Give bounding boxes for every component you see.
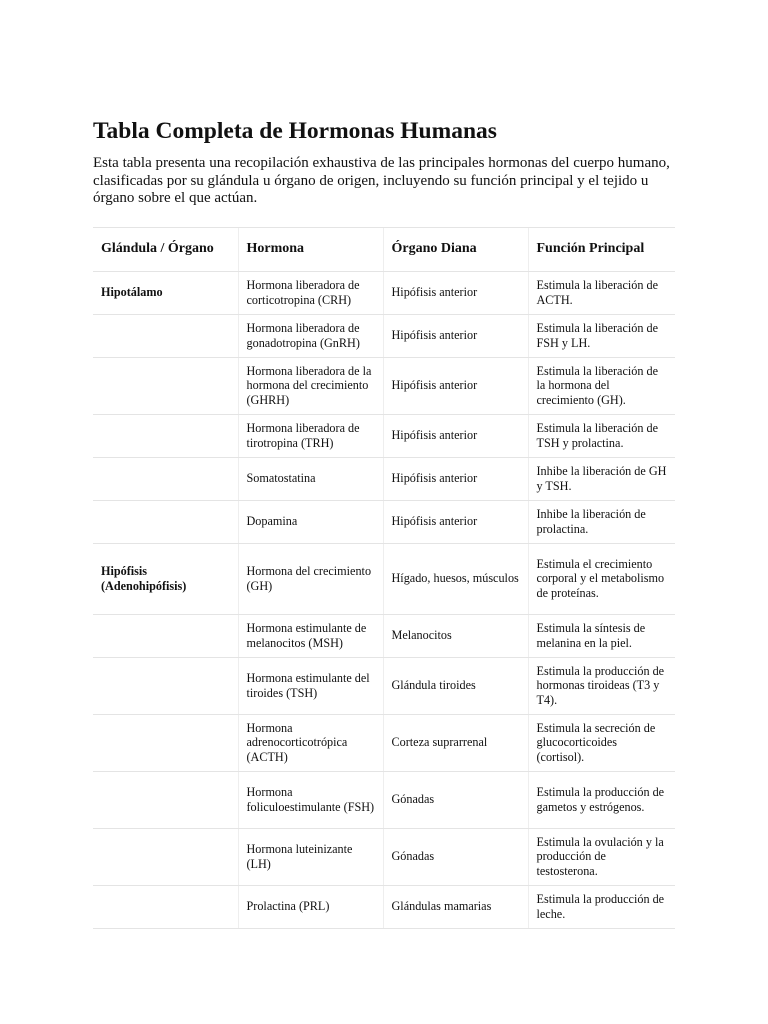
cell-target: Hígado, huesos, músculos <box>383 543 528 614</box>
cell-target: Hipófisis anterior <box>383 271 528 314</box>
cell-target: Hipófisis anterior <box>383 500 528 543</box>
cell-function: Estimula la síntesis de melanina en la piel. <box>528 614 675 657</box>
table-row <box>93 271 675 314</box>
cell-target: Glándulas mamarias <box>383 885 528 928</box>
cell-hormone: Hormona liberadora de la hormona del crecimiento (GHRH) <box>238 357 383 414</box>
cell-target: Corteza suprarrenal <box>383 714 528 771</box>
table-row <box>93 657 675 714</box>
cell-hormone: Hormona del crecimiento (GH) <box>238 543 383 614</box>
cell-gland <box>93 357 238 414</box>
cell-function: Inhibe la liberación de GH y TSH. <box>528 457 675 500</box>
cell-gland <box>93 657 238 714</box>
cell-hormone: Hormona adrenocorticotrópica (ACTH) <box>238 714 383 771</box>
table-row <box>93 714 675 771</box>
table-row <box>93 885 675 928</box>
cell-function: Inhibe la liberación de prolactina. <box>528 500 675 543</box>
table-row <box>93 457 675 500</box>
cell-hormone: Hormona estimulante del tiroides (TSH) <box>238 657 383 714</box>
header-function: Función Principal <box>528 227 675 271</box>
page-title: Tabla Completa de Hormonas Humanas <box>93 118 497 144</box>
cell-function: Estimula la liberación de TSH y prolactina. <box>528 414 675 457</box>
cell-gland <box>93 771 238 828</box>
cell-target: Hipófisis anterior <box>383 314 528 357</box>
cell-function: Estimula la producción de hormonas tiroideas (T3 y T4). <box>528 657 675 714</box>
cell-hormone: Somatostatina <box>238 457 383 500</box>
cell-gland <box>93 614 238 657</box>
cell-target: Gónadas <box>383 771 528 828</box>
cell-gland <box>93 414 238 457</box>
cell-function: Estimula la producción de leche. <box>528 885 675 928</box>
table-row <box>93 500 675 543</box>
cell-gland <box>93 828 238 885</box>
header-target: Órgano Diana <box>383 227 528 271</box>
cell-hormone: Hormona luteinizante (LH) <box>238 828 383 885</box>
cell-function: Estimula la secreción de glucocorticoides (cortisol). <box>528 714 675 771</box>
cell-target: Glándula tiroides <box>383 657 528 714</box>
cell-function: Estimula la liberación de FSH y LH. <box>528 314 675 357</box>
cell-gland: Hipotálamo <box>93 271 238 314</box>
cell-target: Hipófisis anterior <box>383 457 528 500</box>
table-row <box>93 614 675 657</box>
table-header-row <box>93 227 675 271</box>
cell-function: Estimula el crecimiento corporal y el metabolismo de proteínas. <box>528 543 675 614</box>
hormones-table <box>93 227 675 929</box>
header-gland: Glándula / Órgano <box>93 227 238 271</box>
cell-hormone: Dopamina <box>238 500 383 543</box>
table-row <box>93 771 675 828</box>
cell-target: Hipófisis anterior <box>383 357 528 414</box>
cell-gland: Hipófisis (Adenohipófisis) <box>93 543 238 614</box>
cell-target: Gónadas <box>383 828 528 885</box>
cell-hormone: Prolactina (PRL) <box>238 885 383 928</box>
cell-function: Estimula la liberación de ACTH. <box>528 271 675 314</box>
intro-paragraph: Esta tabla presenta una recopilación exhaustiva de las principales hormonas del cuerpo humano, clasificadas por su glándula u órgano de origen, incluyendo su función principal y el tejido u órgano sobre el que actúan. <box>93 155 670 206</box>
cell-gland <box>93 314 238 357</box>
table-row <box>93 357 675 414</box>
cell-gland <box>93 457 238 500</box>
cell-gland <box>93 714 238 771</box>
table-row <box>93 314 675 357</box>
header-hormone: Hormona <box>238 227 383 271</box>
cell-function: Estimula la liberación de la hormona del crecimiento (GH). <box>528 357 675 414</box>
cell-hormone: Hormona liberadora de tirotropina (TRH) <box>238 414 383 457</box>
cell-target: Hipófisis anterior <box>383 414 528 457</box>
cell-hormone: Hormona estimulante de melanocitos (MSH) <box>238 614 383 657</box>
cell-gland <box>93 500 238 543</box>
document-page <box>93 117 675 929</box>
table-body <box>93 271 675 928</box>
table-row <box>93 414 675 457</box>
cell-hormone: Hormona foliculoestimulante (FSH) <box>238 771 383 828</box>
cell-function: Estimula la ovulación y la producción de testosterona. <box>528 828 675 885</box>
cell-hormone: Hormona liberadora de corticotropina (CRH) <box>238 271 383 314</box>
cell-target: Melanocitos <box>383 614 528 657</box>
cell-function: Estimula la producción de gametos y estrógenos. <box>528 771 675 828</box>
table-row <box>93 543 675 614</box>
cell-hormone: Hormona liberadora de gonadotropina (GnRH) <box>238 314 383 357</box>
table-header <box>93 227 675 271</box>
table-row <box>93 828 675 885</box>
cell-gland <box>93 885 238 928</box>
